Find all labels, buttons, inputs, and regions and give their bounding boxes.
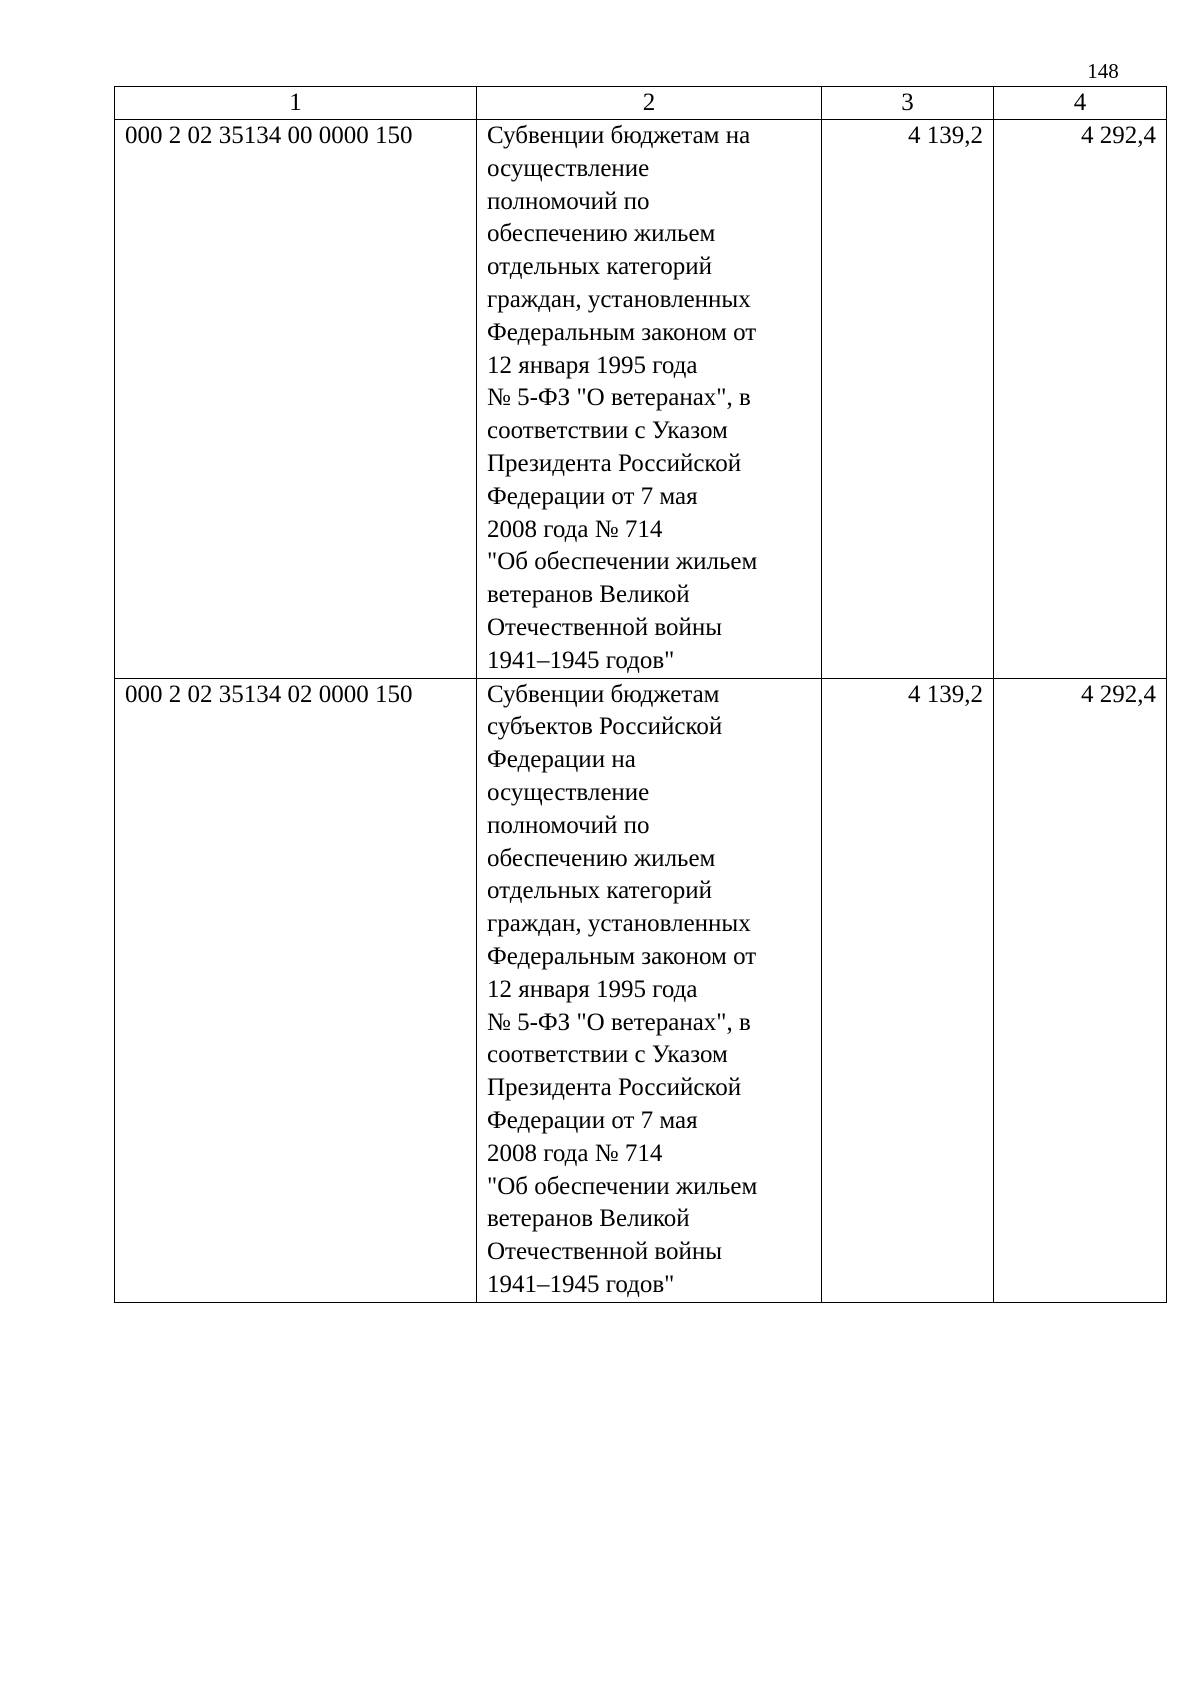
income-name-line: Президента Российской	[487, 1074, 742, 1102]
income-name-line: осуществление	[487, 154, 650, 182]
income-name-line: № 5-ФЗ "О ветеранах", в	[487, 1008, 751, 1036]
income-name-line: соответствии с Указом	[487, 417, 728, 445]
income-name-line: обеспечению жильем	[487, 844, 716, 872]
amount-column-4: 4 292,4	[994, 678, 1167, 1302]
column-header-1: 1	[115, 87, 477, 120]
income-name-line: Федерации на	[487, 746, 636, 774]
income-name-line: ветеранов Великой	[487, 581, 690, 609]
page-number: 148	[1087, 59, 1119, 83]
income-name-line: отдельных категорий	[487, 253, 713, 281]
income-name-line: Субвенции бюджетам	[487, 680, 720, 708]
income-name-line: "Об обеспечении жильем	[487, 548, 758, 576]
income-name-line: Субвенции бюджетам на	[487, 122, 751, 149]
income-name-line: осуществление	[487, 778, 650, 806]
income-name-line: обеспечению жильем	[487, 220, 716, 248]
income-name-line: 1941–1945 годов"	[487, 646, 675, 674]
income-name-line: граждан, установленных	[487, 285, 751, 313]
income-name-line: Федеральным законом от	[487, 942, 757, 970]
income-name-line: 2008 года № 714	[487, 1139, 663, 1167]
income-name-line: 12 января 1995 года	[487, 351, 698, 379]
income-name-line: Отечественной войны	[487, 613, 723, 641]
column-header-4: 4	[994, 87, 1167, 120]
income-name	[477, 678, 822, 1302]
income-name-line: Федерации от 7 мая	[487, 1106, 698, 1134]
income-name-line: № 5-ФЗ "О ветеранах", в	[487, 384, 751, 412]
income-name	[477, 120, 822, 679]
income-name-line: ветеранов Великой	[487, 1205, 690, 1233]
income-name-line: полномочий по	[487, 187, 650, 215]
amount-column-3: 4 139,2	[822, 678, 994, 1302]
income-name-line: субъектов Российской	[487, 713, 723, 741]
budget-code: 000 2 02 35134 02 0000 150	[115, 678, 477, 1302]
income-name-line: 1941–1945 годов"	[487, 1270, 675, 1298]
income-name-line: Отечественной войны	[487, 1238, 723, 1266]
income-name-line: полномочий по	[487, 811, 650, 839]
table-row	[115, 678, 1167, 1302]
column-header-3: 3	[822, 87, 994, 120]
income-name-line: Федеральным законом от	[487, 318, 757, 346]
amount-column-3: 4 139,2	[822, 120, 994, 679]
column-header-2: 2	[477, 87, 822, 120]
amount-column-4: 4 292,4	[994, 120, 1167, 679]
income-name-line: Президента Российской	[487, 449, 742, 477]
table-header-row	[115, 87, 1167, 120]
budget-code: 000 2 02 35134 00 0000 150	[115, 120, 477, 679]
income-name-line: отдельных категорий	[487, 877, 713, 905]
income-name-line: соответствии с Указом	[487, 1041, 728, 1069]
income-name-line: граждан, установленных	[487, 910, 751, 938]
income-name-line: 12 января 1995 года	[487, 975, 698, 1003]
budget-table	[114, 86, 1167, 1303]
income-name-line: 2008 года № 714	[487, 515, 663, 543]
income-name-line: "Об обеспечении жильем	[487, 1172, 758, 1200]
table-row	[115, 120, 1167, 679]
income-name-line: Федерации от 7 мая	[487, 482, 698, 510]
